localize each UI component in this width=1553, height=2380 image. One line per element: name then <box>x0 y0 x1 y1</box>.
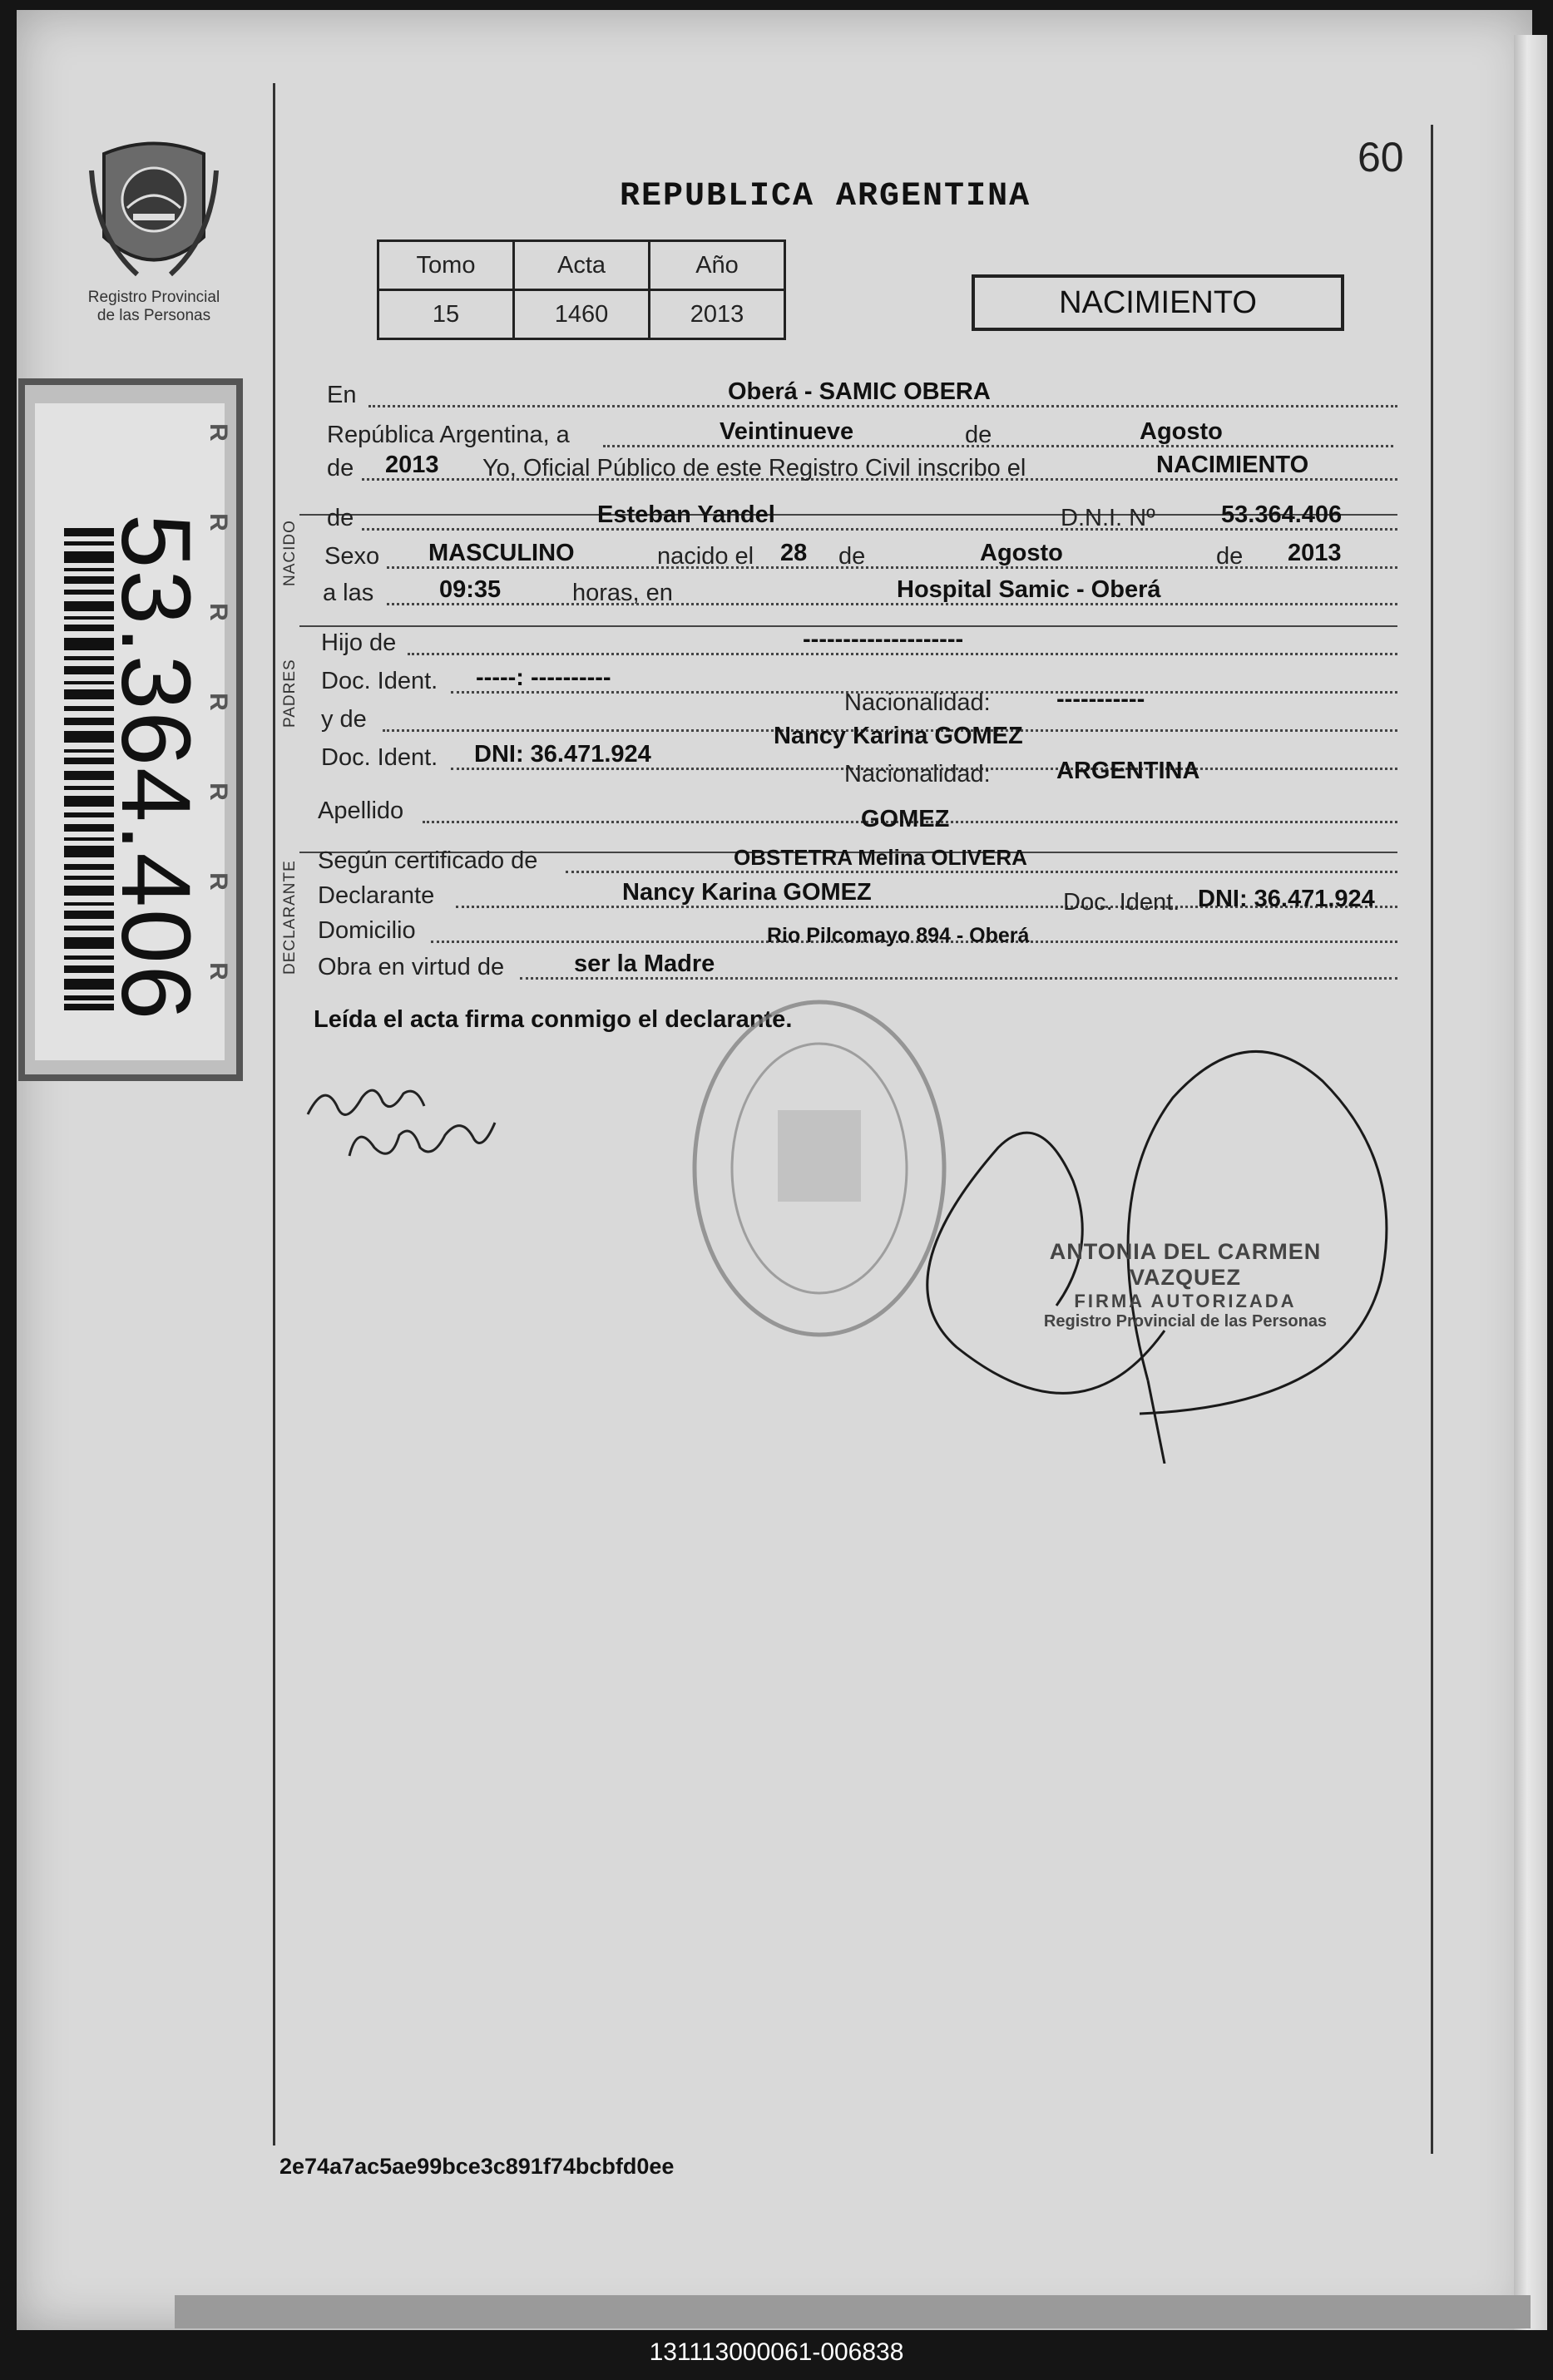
field-declarant <box>299 876 1397 915</box>
barcode-pattern-letter: R <box>204 423 232 442</box>
field-date-year <box>299 449 1397 487</box>
footer-record-id: 131113000061-006838 <box>649 2338 904 2366</box>
barcode-pattern-letter: R <box>204 513 232 531</box>
field-child-of <box>299 624 1397 662</box>
barcode-sticker <box>18 378 243 1081</box>
surname-label: Apellido <box>318 797 404 824</box>
mother-nationality-label: Nacionalidad: <box>844 761 991 788</box>
field-mother <box>299 700 1397 749</box>
record-index-table <box>377 239 786 340</box>
birth-year-value: 2013 <box>1288 540 1342 566</box>
barcode-pattern-letter: R <box>204 693 232 711</box>
header-acta: Acta <box>514 241 650 290</box>
document-title: REPUBLICA ARGENTINA <box>620 178 1031 215</box>
barcode-security-pattern <box>204 418 237 1050</box>
section-label-declarant: DECLARANTE <box>281 860 299 975</box>
capacity-label: Obra en virtud de <box>318 954 505 980</box>
capacity-value: ser la Madre <box>574 951 715 977</box>
father-doc-value: -----: ---------- <box>476 664 611 691</box>
child-dni-value: 53.364.406 <box>1221 501 1343 528</box>
mother-doc-label: Doc. Ident. <box>321 744 438 771</box>
field-record-kind-value: NACIMIENTO <box>1156 452 1309 478</box>
value-acta: 1460 <box>514 290 650 339</box>
header-ano: Año <box>650 241 785 290</box>
birth-place-value: Hospital Samic - Oberá <box>897 576 1161 603</box>
field-address <box>299 911 1397 950</box>
child-name-value: Esteban Yandel <box>597 501 775 528</box>
barcode-number: 53.364.406 <box>101 513 210 1022</box>
registry-label <box>58 289 250 325</box>
declarant-doc-value: DNI: 36.471.924 <box>1198 886 1375 912</box>
birth-month-value: Agosto <box>980 540 1063 566</box>
field-date-month-value: Agosto <box>1140 418 1223 445</box>
field-father-doc <box>299 662 1397 716</box>
barcode-pattern-letter: R <box>204 603 232 621</box>
declarant-name-value: Nancy Karina GOMEZ <box>622 879 872 906</box>
right-margin-line <box>1431 125 1433 2154</box>
declarant-doc-label: Doc. Ident. <box>1063 889 1180 916</box>
field-time-label: a las <box>323 580 374 606</box>
page-number: 60 <box>1358 134 1404 180</box>
declarant-label: Declarante <box>318 882 435 909</box>
registry-label-line2: de las Personas <box>96 307 211 324</box>
closing-statement: Leída el acta firma conmigo el declarante. <box>314 1006 793 1033</box>
dotted-line <box>387 603 1397 605</box>
left-margin-line <box>273 83 275 2145</box>
child-sex-value: MASCULINO <box>428 540 575 566</box>
page-edge <box>1514 35 1547 2330</box>
field-place-value: Oberá - SAMIC OBERA <box>728 378 991 405</box>
hours-in-label: horas, en <box>572 580 673 606</box>
father-nationality-value: ----------- <box>1056 686 1145 713</box>
official-registry: Registro Provincial de las Personas <box>1043 1312 1328 1331</box>
father-doc-label: Doc. Ident. <box>321 668 438 694</box>
field-surname <box>299 792 1397 830</box>
document-hash: 2e74a7ac5ae99bce3c891f74bcbfd0ee <box>279 2154 675 2179</box>
value-ano: 2013 <box>650 290 785 339</box>
birth-time-value: 09:35 <box>439 576 502 603</box>
barcode-pattern-letter: R <box>204 962 232 980</box>
field-date-day-value: Veintinueve <box>720 418 854 445</box>
record-index-value-row <box>378 290 785 339</box>
barcode-label <box>35 403 225 1060</box>
record-index-header-row <box>378 241 785 290</box>
section-label-born: NACIDO <box>281 520 299 586</box>
certificate-form <box>299 366 1397 1048</box>
record-type-box: NACIMIENTO <box>972 274 1344 331</box>
barcode-pattern-letter: R <box>204 872 232 891</box>
value-tomo: 15 <box>378 290 514 339</box>
registry-label-line1: Registro Provincial <box>87 289 220 306</box>
barcode-pattern-letter: R <box>204 783 232 801</box>
field-place <box>299 376 1397 414</box>
address-label: Domicilio <box>318 917 416 944</box>
father-name-value: -------------------- <box>803 626 964 653</box>
surname-value: GOMEZ <box>861 806 950 832</box>
field-registrar-text: Yo, Oficial Público de este Registro Civil inscribo el <box>482 455 1026 481</box>
born-on-label: nacido el <box>657 543 754 570</box>
field-capacity <box>299 948 1397 986</box>
registry-seal-logo <box>87 137 220 287</box>
child-of-label: Hijo de <box>321 630 397 656</box>
field-time <box>299 574 1397 612</box>
address-value: Rio Pilcomayo 894 - Oberá <box>767 924 1030 947</box>
declarant-signature <box>299 1056 516 1189</box>
certificate-value: OBSTETRA Melina OLIVERA <box>734 845 1027 870</box>
mother-doc-value: DNI: 36.471.924 <box>474 741 651 768</box>
official-stamp-text <box>1011 1239 1360 1331</box>
mother-name-value: Nancy Karina GOMEZ <box>774 723 1023 749</box>
field-date-year-value: 2013 <box>385 452 439 478</box>
field-place-label: En <box>327 382 357 408</box>
page-bottom-edge <box>175 2295 1531 2328</box>
field-date-day-label: República Argentina, a <box>327 422 570 448</box>
birth-de-label: de <box>838 543 866 570</box>
field-name <box>299 499 1397 537</box>
father-nationality-label: Nacionalidad: <box>844 689 991 716</box>
field-name-label: de <box>327 505 354 531</box>
header-tomo: Tomo <box>378 241 514 290</box>
certificate-label: Según certificado de <box>318 847 538 874</box>
child-dni-label: D.N.I. Nº <box>1061 505 1155 531</box>
official-name: ANTONIA DEL CARMEN VAZQUEZ <box>1049 1239 1322 1290</box>
field-mother-doc <box>299 738 1397 788</box>
field-date-de-label: de <box>965 422 992 448</box>
official-role: FIRMA AUTORIZADA <box>1074 1291 1297 1311</box>
birth-de2-label: de <box>1216 543 1244 570</box>
field-sex-label: Sexo <box>324 543 380 570</box>
mother-nationality-value: ARGENTINA <box>1056 758 1200 784</box>
field-date-year-label: de <box>327 455 354 481</box>
mother-label: y de <box>321 706 367 733</box>
section-label-parents: PADRES <box>281 659 299 728</box>
birth-day-value: 28 <box>780 540 808 566</box>
